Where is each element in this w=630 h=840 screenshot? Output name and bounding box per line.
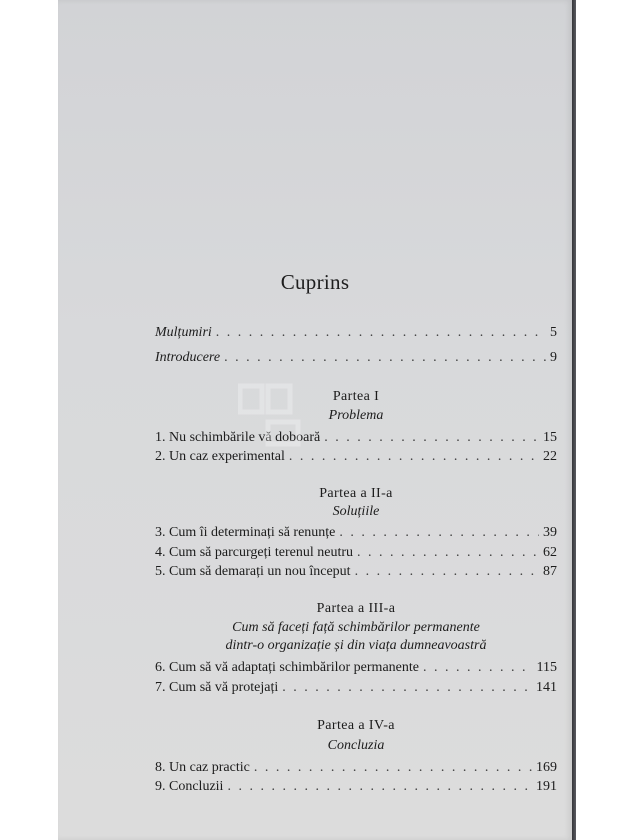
toc-entry xyxy=(155,760,557,776)
part-subtitle: Concluzia xyxy=(327,738,385,753)
toc-entry-label: 2. Un caz experimental xyxy=(155,449,285,464)
toc-entry-label: 7. Cum să vă protejați xyxy=(155,680,279,695)
toc-entry-label: 3. Cum îi determinați să renunțe xyxy=(155,525,336,540)
toc-entry-page: 191 xyxy=(536,779,557,794)
toc-entry xyxy=(155,525,557,541)
part-subtitle: Problema xyxy=(328,408,384,423)
toc-entry xyxy=(155,680,557,696)
toc-entry xyxy=(155,545,557,561)
page-title: Cuprins xyxy=(280,270,350,294)
part-heading: Partea a III-a xyxy=(316,601,396,616)
toc-entry-label: 4. Cum să parcurgeți terenul neutru xyxy=(155,545,354,560)
toc-entry-label: Introducere xyxy=(155,350,221,365)
toc-entry xyxy=(155,779,557,795)
toc-entry xyxy=(155,564,557,580)
watermark-logo-icon xyxy=(238,382,368,452)
toc-entry-page: 15 xyxy=(543,430,557,445)
toc-entry-page: 39 xyxy=(543,525,557,540)
toc-entry-label: 6. Cum să vă adaptați schimbărilor permanente xyxy=(155,660,419,675)
toc-entry xyxy=(155,325,557,341)
toc-entry-page: 141 xyxy=(536,680,557,695)
leader-dots xyxy=(282,680,532,696)
leader-dots xyxy=(339,525,539,541)
part-subtitle: Cum să faceți față schimbărilor permanente xyxy=(232,620,480,635)
toc-entry-label: 5. Cum să demarați un nou început xyxy=(155,564,351,579)
leader-dots xyxy=(216,325,546,341)
part-heading: Partea a II-a xyxy=(319,486,393,501)
part-subtitle: Soluțiile xyxy=(332,504,380,519)
toc-entry xyxy=(155,660,557,676)
toc-entry-page: 115 xyxy=(536,660,557,675)
toc-entry-label: Mulțumiri xyxy=(155,325,212,340)
toc-entry-label: 1. Nu schimbările vă doboară xyxy=(155,430,321,445)
leader-dots xyxy=(224,350,546,366)
toc-entry-page: 87 xyxy=(543,564,557,579)
part-subtitle: dintr-o organizație și din viața dumneavoastră xyxy=(225,638,487,653)
toc-entry xyxy=(155,350,557,366)
book-edge xyxy=(572,0,576,840)
toc-entry-page: 62 xyxy=(543,545,557,560)
toc-entry-label: 8. Un caz practic xyxy=(155,760,250,775)
part-heading: Partea a IV-a xyxy=(317,718,395,733)
leader-dots xyxy=(355,564,539,580)
part-heading: Partea I xyxy=(332,389,380,404)
leader-dots xyxy=(227,779,532,795)
toc-entry-page: 169 xyxy=(536,760,557,775)
leader-dots xyxy=(254,760,532,776)
toc-entry-label: 9. Concluzii xyxy=(155,779,224,794)
toc-entry-page: 5 xyxy=(550,325,557,340)
toc-entry-page: 22 xyxy=(543,449,557,464)
leader-dots xyxy=(423,660,533,676)
toc-entry-page: 9 xyxy=(550,350,557,365)
leader-dots xyxy=(357,545,539,561)
